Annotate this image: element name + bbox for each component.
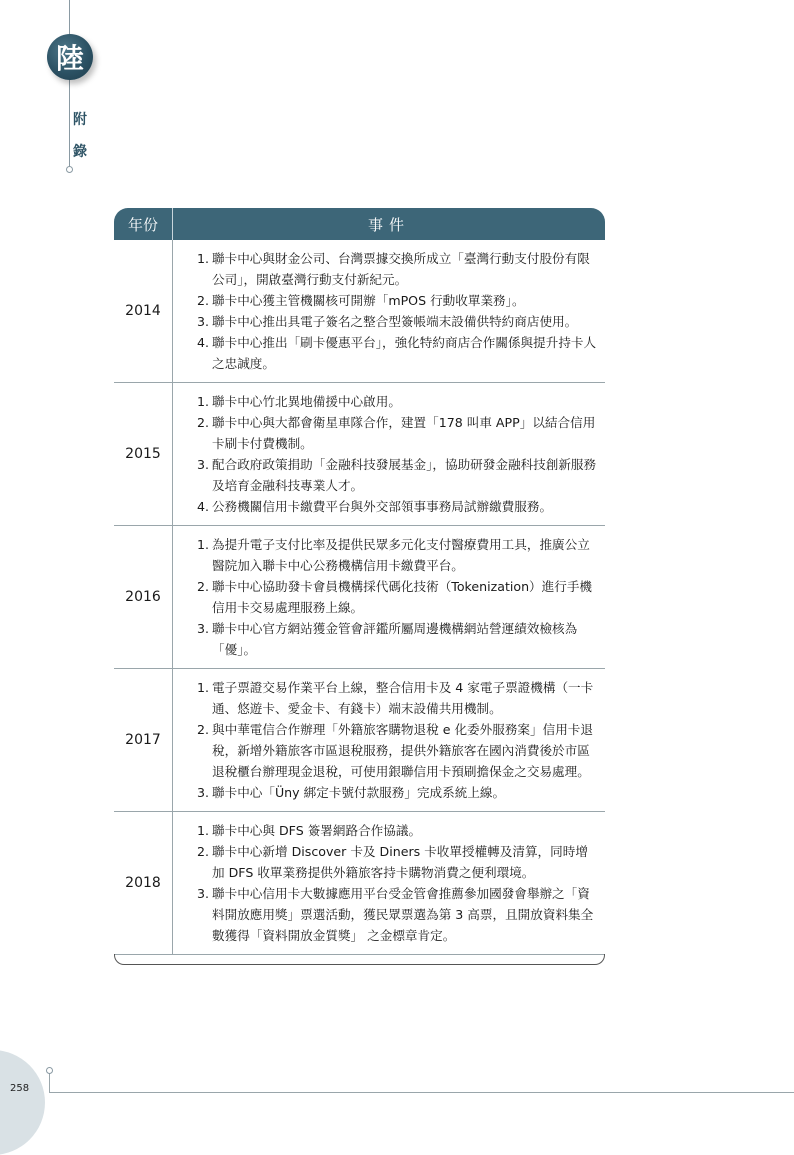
list-item: 2. 聯卡中心與大都會衛星車隊合作，建置「178 叫車 APP」以結合信用卡刷卡付費機制。 xyxy=(197,415,596,451)
page-number: 258 xyxy=(10,1083,30,1094)
list-item: 1. 聯卡中心竹北異地備援中心啟用。 xyxy=(197,394,401,409)
table-header xyxy=(114,208,605,240)
list-item: 3. 聯卡中心推出具電子簽名之整合型簽帳端末設備供特約商店使用。 xyxy=(197,314,578,329)
footer-rule xyxy=(49,1092,794,1093)
list-item: 2. 聯卡中心協助發卡會員機構採代碼化技術（Tokenization）進行手機信用卡交易處理服務上線。 xyxy=(197,579,593,615)
event-list xyxy=(173,526,605,668)
event-list xyxy=(173,812,605,954)
year-cell: 2017 xyxy=(114,669,173,811)
list-item: 2. 與中華電信合作辦理「外籍旅客購物退稅 e 化委外服務案」信用卡退稅，新增外籍旅客市區退稅服務，提供外籍旅客在國內消費後於市區退稅櫃台辦理現金退稅，可使用銀聯信用卡預刷擔保金之交易處理。 xyxy=(197,722,593,779)
table-row xyxy=(114,812,605,955)
table-bottom-border xyxy=(114,954,605,965)
year-cell: 2018 xyxy=(114,812,173,954)
event-list xyxy=(173,669,605,811)
list-item: 3. 聯卡中心「Üny 綁定卡號付款服務」完成系統上線。 xyxy=(197,785,506,800)
list-item: 1. 電子票證交易作業平台上線，整合信用卡及 4 家電子票證機構（一卡通、悠遊卡、愛金卡、有錢卡）端末設備共用機制。 xyxy=(197,680,594,716)
chapter-badge: 陸 xyxy=(47,34,93,80)
header-event: 事件 xyxy=(367,215,410,234)
table-row xyxy=(114,240,605,383)
list-item: 1. 為提升電子支付比率及提供民眾多元化支付醫療費用工具，推廣公立醫院加入聯卡中心公務機構信用卡繳費平台。 xyxy=(197,537,590,573)
list-item: 3. 聯卡中心信用卡大數據應用平台受金管會推薦參加國發會舉辦之「資料開放應用獎」票選活動，獲民眾票選為第 3 高票，且開放資料集全數獲得「資料開放金質獎」 之金標章肯定。 xyxy=(197,886,594,943)
footer-dot xyxy=(46,1067,53,1074)
list-item: 4. 公務機關信用卡繳費平台與外交部領事事務局試辦繳費服務。 xyxy=(197,499,553,514)
event-list xyxy=(173,240,605,382)
timeline-table xyxy=(114,208,605,965)
year-cell: 2016 xyxy=(114,526,173,668)
table-row xyxy=(114,383,605,526)
chapter-side-line xyxy=(69,0,70,168)
year-cell: 2014 xyxy=(114,240,173,382)
header-year: 年份 xyxy=(114,208,173,240)
chapter-title: 附錄 xyxy=(73,112,87,160)
footer-decoration-circle xyxy=(0,1050,45,1155)
list-item: 4. 聯卡中心推出「刷卡優惠平台」，強化特約商店合作關係與提升持卡人之忠誠度。 xyxy=(197,335,597,371)
table-row xyxy=(114,669,605,812)
list-item: 1. 聯卡中心與財金公司、台灣票據交換所成立「臺灣行動支付股份有限公司」，開啟臺灣行動支付新紀元。 xyxy=(197,251,590,287)
list-item: 2. 聯卡中心獲主管機關核可開辦「mPOS 行動收單業務」。 xyxy=(197,293,525,308)
list-item: 3. 配合政府政策捐助「金融科技發展基金」，協助研發金融科技創新服務及培育金融科技專業人才。 xyxy=(197,457,597,493)
list-item: 1. 聯卡中心與 DFS 簽署網路合作協議。 xyxy=(197,823,422,838)
table-row xyxy=(114,526,605,669)
list-item: 3. 聯卡中心官方網站獲金管會評鑑所屬周邊機構網站營運績效檢核為「優」。 xyxy=(197,621,578,657)
list-item: 2. 聯卡中心新增 Discover 卡及 Diners 卡收單授權轉及清算，同時增加 DFS 收單業務提供外籍旅客持卡購物消費之便利環境。 xyxy=(197,844,588,880)
footer-connector-line xyxy=(49,1072,50,1093)
year-cell: 2015 xyxy=(114,383,173,525)
event-list xyxy=(173,383,605,525)
